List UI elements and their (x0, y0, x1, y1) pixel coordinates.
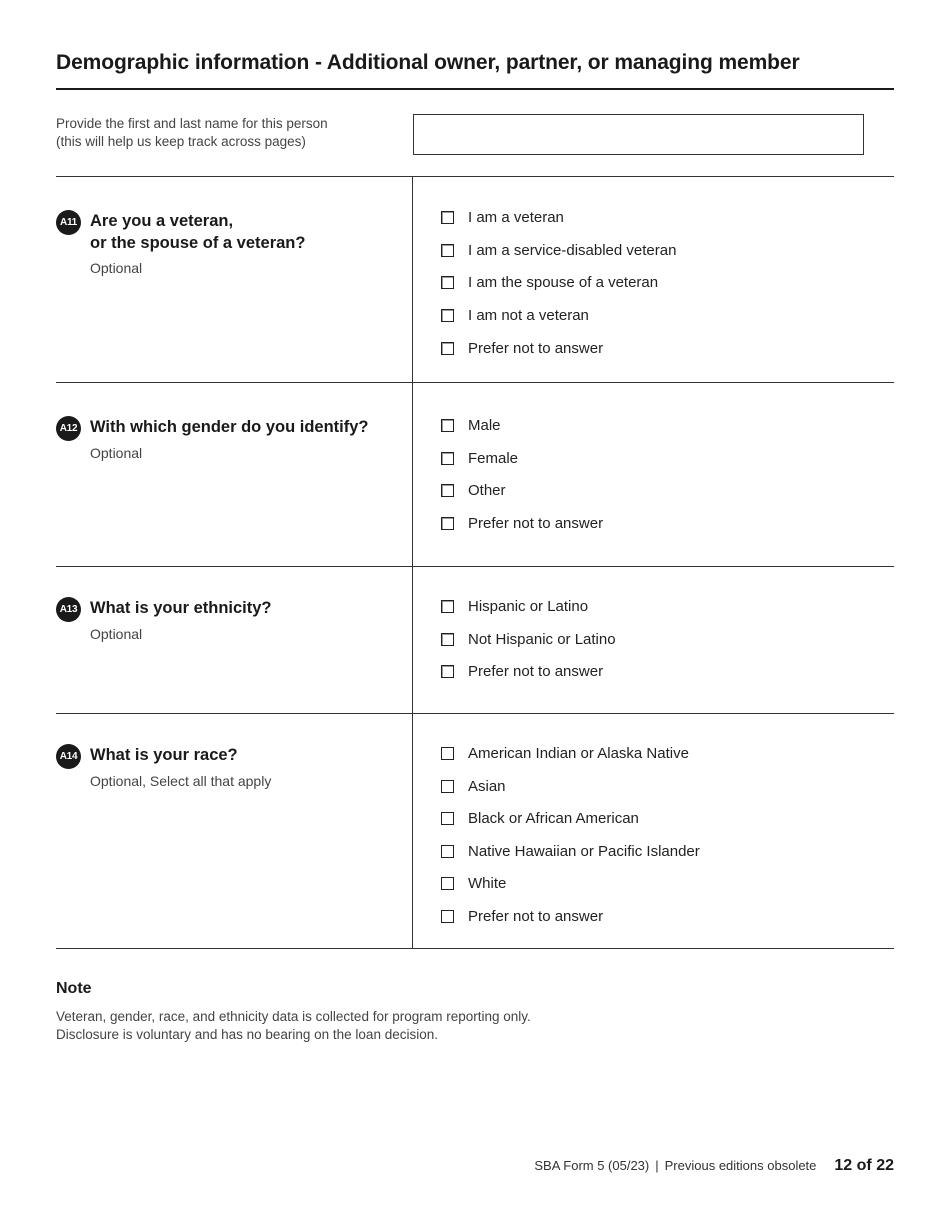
option-service-disabled-veteran[interactable]: I am a service-disabled veteran (441, 240, 676, 260)
option-prefer-not-ethnicity[interactable]: Prefer not to answer (441, 661, 603, 681)
option-not-hispanic[interactable]: Not Hispanic or Latino (441, 629, 616, 649)
option-not-veteran[interactable]: I am not a veteran (441, 305, 589, 325)
option-black[interactable]: Black or African American (441, 808, 639, 828)
section-divider (56, 382, 894, 383)
person-name-input[interactable] (413, 114, 864, 155)
option-prefer-not-gender[interactable]: Prefer not to answer (441, 513, 603, 533)
section-divider (56, 176, 894, 177)
option-prefer-not-veteran[interactable]: Prefer not to answer (441, 338, 603, 358)
option-asian[interactable]: Asian (441, 776, 506, 796)
editions-notice: Previous editions obsolete (664, 1158, 817, 1173)
question-title (90, 597, 400, 619)
checkbox[interactable] (441, 244, 454, 257)
section-divider (56, 566, 894, 567)
option-prefer-not-race[interactable]: Prefer not to answer (441, 906, 603, 926)
question-subtitle: Optional (90, 445, 143, 461)
title-divider (56, 88, 894, 90)
note-title: Note (56, 980, 92, 997)
page-footer (534, 1157, 894, 1175)
note-line1: Veteran, gender, race, and ethnicity data is collected for program reporting only. (56, 1009, 531, 1024)
question-badge: A14 (56, 744, 81, 769)
question-subtitle: Optional (90, 626, 143, 642)
checkbox[interactable] (441, 484, 454, 497)
checkbox[interactable] (441, 877, 454, 890)
section-divider (56, 948, 894, 949)
question-badge: A13 (56, 597, 81, 622)
note-line2: Disclosure is voluntary and has no bearing on the loan decision. (56, 1027, 438, 1042)
checkbox[interactable] (441, 747, 454, 760)
question-title (90, 744, 400, 766)
option-female[interactable]: Female (441, 448, 518, 468)
question-title-line1: What is your race? (90, 746, 238, 764)
question-title (90, 416, 400, 438)
checkbox[interactable] (441, 309, 454, 322)
option-other[interactable]: Other (441, 480, 506, 500)
checkbox[interactable] (441, 910, 454, 923)
option-american-indian[interactable]: American Indian or Alaska Native (441, 743, 689, 763)
option-spouse-of-veteran[interactable]: I am the spouse of a veteran (441, 272, 658, 292)
checkbox[interactable] (441, 812, 454, 825)
checkbox[interactable] (441, 633, 454, 646)
checkbox[interactable] (441, 665, 454, 678)
column-divider (412, 176, 413, 949)
checkbox[interactable] (441, 211, 454, 224)
option-male[interactable]: Male (441, 415, 501, 435)
question-subtitle: Optional (90, 260, 143, 276)
checkbox[interactable] (441, 419, 454, 432)
question-title-line1: With which gender do you identify? (90, 418, 369, 436)
form-id: SBA Form 5 (05/23) (534, 1158, 650, 1173)
option-veteran[interactable]: I am a veteran (441, 207, 564, 227)
name-prompt-line1: Provide the first and last name for this person (56, 116, 328, 131)
question-title-line1: What is your ethnicity? (90, 599, 272, 617)
name-prompt (56, 115, 386, 151)
checkbox[interactable] (441, 845, 454, 858)
name-prompt-line2: (this will help us keep track across pages) (56, 134, 306, 149)
checkbox[interactable] (441, 600, 454, 613)
checkbox[interactable] (441, 517, 454, 530)
question-subtitle: Optional, Select all that apply (90, 773, 272, 789)
checkbox[interactable] (441, 276, 454, 289)
page-title: Demographic information - Additional owner, partner, or managing member (56, 51, 800, 74)
checkbox[interactable] (441, 452, 454, 465)
question-title-line1: Are you a veteran, (90, 212, 234, 230)
question-title (90, 210, 400, 254)
question-badge: A12 (56, 416, 81, 441)
page-number: 12 of 22 (834, 1157, 894, 1174)
section-divider (56, 713, 894, 714)
note-text (56, 1008, 531, 1044)
question-badge: A11 (56, 210, 81, 235)
checkbox[interactable] (441, 780, 454, 793)
checkbox[interactable] (441, 342, 454, 355)
option-white[interactable]: White (441, 873, 506, 893)
question-title-line2: or the spouse of a veteran? (90, 234, 306, 252)
option-hispanic[interactable]: Hispanic or Latino (441, 596, 588, 616)
footer-separator: | (655, 1158, 659, 1173)
option-native-hawaiian[interactable]: Native Hawaiian or Pacific Islander (441, 841, 700, 861)
